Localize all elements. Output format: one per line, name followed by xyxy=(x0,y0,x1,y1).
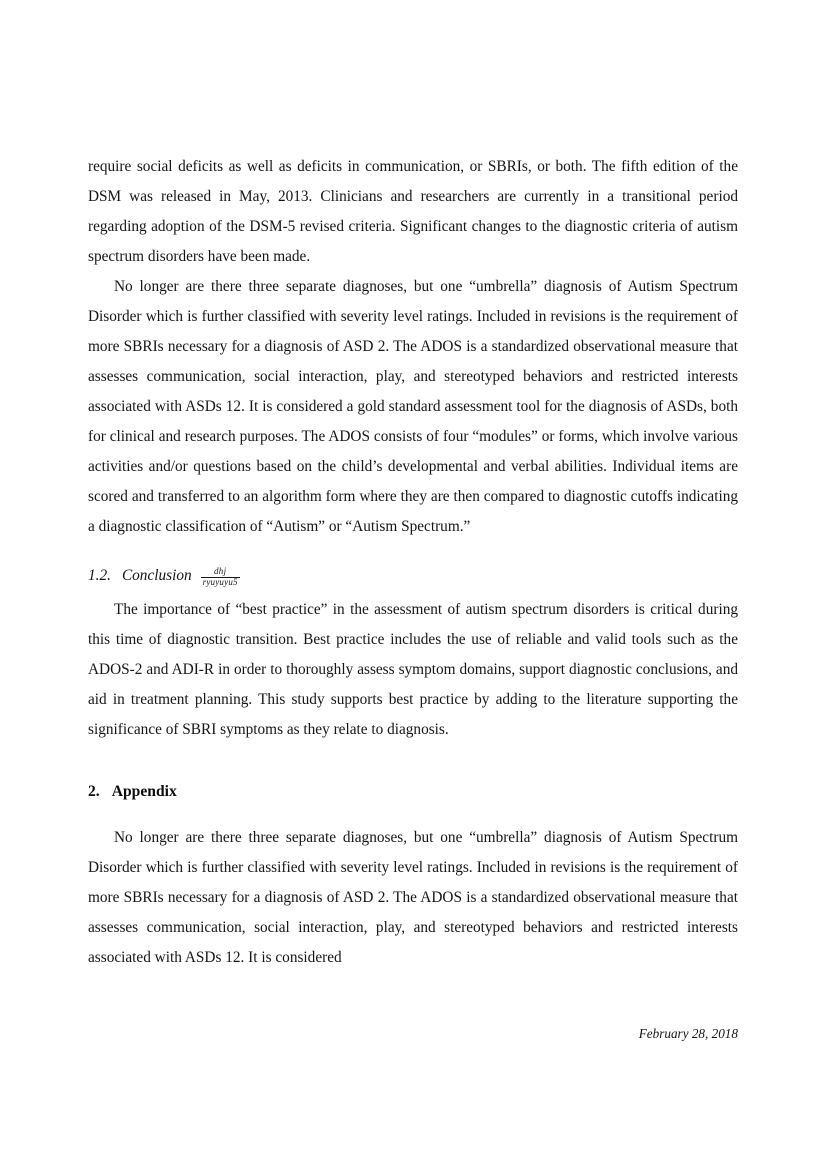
subsection-number: 1.2. xyxy=(88,567,111,584)
paragraph-dsm-revisions: No longer are there three separate diagnoses, but one “umbrella” diagnosis of Autism Spectrum Disorder which is further classified with severity level ratings. Included in revisions is the requirement of more SBRIs necessary for a diagnosis of ASD 2. The ADOS is a standardized observational measure that assesses communication, social interaction, play, and stereotyped behaviors and restricted interests associated with ASDs 12. It is considered a gold standard assessment tool for the diagnosis of ASDs, both for clinical and research purposes. The ADOS consists of four “modules” or forms, which involve various activities and/or questions based on the child’s developmental and verbal abilities. Individual items are scored and transferred to an algorithm form where they are then compared to diagnostic cutoffs indicating a diagnostic classification of “Autism” or “Autism Spectrum.” xyxy=(88,278,738,535)
fraction-numerator: dhj xyxy=(213,565,227,576)
paragraph-best-practice: The importance of “best practice” in the assessment of autism spectrum disorders is critical during this time of diagnostic transition. Best practice includes the use of reliable and valid tools such as the ADOS-2 and ADI-R in order to thoroughly assess symptom domains, support diagnostic conclusions, and aid in treatment planning. This study supports best practice by adding to the literature supporting the significance of SBRI symptoms as they relate to diagnosis. xyxy=(88,601,738,738)
inline-math-fraction xyxy=(201,567,240,588)
section-title: Appendix xyxy=(111,783,177,800)
subsection-title: Conclusion xyxy=(121,567,192,584)
document-text-column xyxy=(88,152,738,973)
fraction-denominator: ryuyuyu5 xyxy=(202,577,238,587)
paragraph-appendix-body: No longer are there three separate diagnoses, but one “umbrella” diagnosis of Autism Spectrum Disorder which is further classified with severity level ratings. Included in revisions is the requirement of more SBRIs necessary for a diagnosis of ASD 2. The ADOS is a standardized observational measure that assesses communication, social interaction, play, and stereotyped behaviors and restricted interests associated with ASDs 12. It is considered xyxy=(88,829,738,966)
section-number: 2. xyxy=(88,783,100,800)
section-heading-appendix xyxy=(88,781,738,803)
subsection-heading-conclusion xyxy=(88,561,738,591)
paragraph-body-continued: require social deficits as well as deficits in communication, or SBRIs, or both. The fifth edition of the DSM was released in May, 2013. Clinicians and researchers are currently in a transitional period regarding adoption of the DSM-5 revised criteria. Significant changes to the diagnostic criteria of autism spectrum disorders have been made. xyxy=(88,158,738,265)
page-footer-date: February 28, 2018 xyxy=(638,1026,738,1041)
